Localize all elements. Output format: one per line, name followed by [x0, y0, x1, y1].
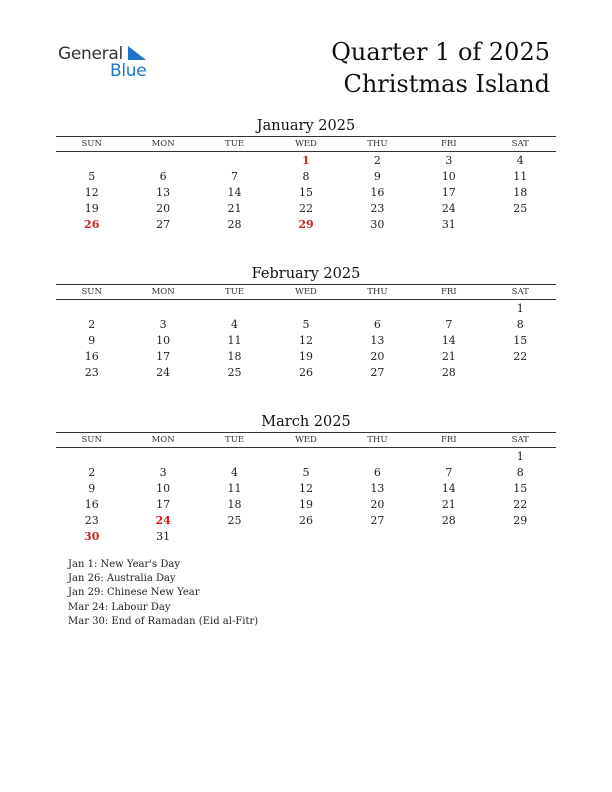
- holiday-day-cell: 30: [84, 529, 100, 543]
- day-cell: 7: [445, 465, 453, 479]
- week-row: [56, 496, 556, 512]
- day-cell: 9: [373, 169, 381, 183]
- weekday-header: [56, 284, 556, 300]
- day-cell: 22: [298, 201, 313, 215]
- day-cell: 2: [88, 465, 96, 479]
- day-cell: 2: [88, 317, 96, 331]
- day-cell: 11: [227, 481, 242, 495]
- day-cell: 4: [516, 153, 524, 167]
- week-row: [56, 168, 556, 184]
- day-cell: 23: [84, 513, 99, 527]
- day-cell: 14: [441, 481, 456, 495]
- weekday-label: MON: [151, 139, 175, 149]
- day-cell: 25: [513, 201, 528, 215]
- day-cell: 3: [159, 317, 167, 331]
- day-cell: 27: [370, 513, 385, 527]
- logo-blue-text: Blue: [110, 61, 147, 81]
- day-cell: 16: [84, 497, 99, 511]
- logo: [58, 44, 158, 84]
- month-grid: [56, 152, 556, 232]
- holiday-entry: Jan 26: Australia Day: [68, 573, 176, 585]
- holiday-entry: Mar 30: End of Ramadan (Eid al-Fitr): [68, 615, 259, 627]
- month-grid: [56, 448, 556, 544]
- day-cell: 6: [373, 465, 381, 479]
- weekday-label: WED: [295, 435, 317, 445]
- week-row: [56, 528, 556, 544]
- day-cell: 27: [370, 365, 385, 379]
- week-row: [56, 152, 556, 168]
- day-cell: 5: [302, 465, 310, 479]
- weekday-label: WED: [295, 287, 317, 297]
- day-cell: 17: [156, 497, 171, 511]
- day-cell: 19: [298, 349, 313, 363]
- weekday-header: [56, 432, 556, 448]
- day-cell: 12: [84, 185, 99, 199]
- weekday-label: FRI: [440, 139, 457, 149]
- day-cell: 23: [84, 365, 99, 379]
- day-cell: 24: [441, 201, 456, 215]
- day-cell: 4: [231, 465, 239, 479]
- holiday-entry: Jan 1: New Year's Day: [68, 559, 180, 570]
- day-cell: 8: [516, 465, 524, 479]
- day-cell: 12: [298, 333, 313, 347]
- day-cell: 24: [156, 365, 171, 379]
- day-cell: 3: [445, 153, 453, 167]
- day-cell: 14: [441, 333, 456, 347]
- day-cell: 20: [370, 497, 385, 511]
- day-cell: 8: [302, 169, 310, 183]
- logo-general-text: General: [58, 44, 123, 64]
- week-row: [56, 464, 556, 480]
- week-row: [56, 448, 556, 464]
- day-cell: 1: [516, 449, 524, 463]
- day-cell: 12: [298, 481, 313, 495]
- day-cell: 25: [227, 513, 242, 527]
- title-quarter: Quarter 1 of 2025: [331, 38, 550, 66]
- holiday-day-cell: 29: [298, 217, 314, 231]
- day-cell: 5: [302, 317, 310, 331]
- week-row: [56, 512, 556, 528]
- day-cell: 1: [516, 301, 524, 315]
- day-cell: 3: [159, 465, 167, 479]
- day-cell: 6: [373, 317, 381, 331]
- week-row: [56, 200, 556, 216]
- holiday-day-cell: 26: [84, 217, 100, 231]
- day-cell: 17: [441, 185, 456, 199]
- day-cell: 8: [516, 317, 524, 331]
- weekday-label: MON: [151, 287, 175, 297]
- day-cell: 9: [88, 481, 96, 495]
- week-row: [56, 300, 556, 316]
- day-cell: 25: [227, 365, 242, 379]
- weekday-label: MON: [151, 435, 175, 445]
- week-row: [56, 184, 556, 200]
- weekday-label: TUE: [225, 287, 245, 297]
- day-cell: 13: [370, 481, 385, 495]
- day-cell: 9: [88, 333, 96, 347]
- holiday-entry: Mar 24: Labour Day: [68, 601, 171, 613]
- title-region: Christmas Island: [343, 70, 550, 98]
- month-february: [56, 264, 556, 380]
- day-cell: 11: [513, 169, 528, 183]
- day-cell: 4: [231, 317, 239, 331]
- weekday-label: FRI: [440, 435, 457, 445]
- day-cell: 15: [513, 481, 528, 495]
- month-title: March 2025: [261, 414, 351, 430]
- day-cell: 26: [298, 365, 313, 379]
- day-cell: 18: [227, 349, 242, 363]
- holiday-list: [68, 558, 258, 629]
- weekday-label: THU: [367, 287, 388, 297]
- day-cell: 30: [370, 217, 385, 231]
- day-cell: 5: [88, 169, 96, 183]
- weekday-label: SAT: [511, 435, 529, 445]
- weekday-label: TUE: [225, 435, 245, 445]
- weekday-label: SUN: [81, 435, 102, 445]
- day-cell: 19: [298, 497, 313, 511]
- weekday-label: WED: [295, 139, 317, 149]
- day-cell: 6: [159, 169, 167, 183]
- day-cell: 21: [441, 497, 456, 511]
- day-cell: 28: [227, 217, 242, 231]
- week-row: [56, 364, 556, 380]
- day-cell: 28: [441, 365, 456, 379]
- day-cell: 10: [156, 481, 171, 495]
- page-title: [331, 36, 550, 100]
- day-cell: 7: [231, 169, 239, 183]
- day-cell: 23: [370, 201, 385, 215]
- day-cell: 13: [156, 185, 171, 199]
- weekday-label: SUN: [81, 139, 102, 149]
- day-cell: 21: [227, 201, 242, 215]
- month-march: [56, 412, 556, 544]
- day-cell: 21: [441, 349, 456, 363]
- day-cell: 27: [156, 217, 171, 231]
- day-cell: 10: [156, 333, 171, 347]
- weekday-label: SAT: [511, 139, 529, 149]
- day-cell: 16: [370, 185, 385, 199]
- weekday-label: SAT: [511, 287, 529, 297]
- holiday-entry: Jan 29: Chinese New Year: [68, 587, 200, 599]
- week-row: [56, 480, 556, 496]
- day-cell: 15: [513, 333, 528, 347]
- day-cell: 16: [84, 349, 99, 363]
- day-cell: 13: [370, 333, 385, 347]
- logo-triangle-icon: [124, 46, 146, 60]
- day-cell: 2: [373, 153, 381, 167]
- day-cell: 26: [298, 513, 313, 527]
- day-cell: 31: [441, 217, 456, 231]
- day-cell: 29: [513, 513, 528, 527]
- weekday-label: THU: [367, 435, 388, 445]
- weekday-label: THU: [367, 139, 388, 149]
- holiday-day-cell: 1: [302, 153, 310, 167]
- week-row: [56, 332, 556, 348]
- day-cell: 19: [84, 201, 99, 215]
- weekday-label: TUE: [225, 139, 245, 149]
- day-cell: 15: [298, 185, 313, 199]
- day-cell: 18: [227, 497, 242, 511]
- day-cell: 31: [156, 529, 171, 543]
- day-cell: 28: [441, 513, 456, 527]
- day-cell: 22: [513, 497, 528, 511]
- day-cell: 18: [513, 185, 528, 199]
- day-cell: 11: [227, 333, 242, 347]
- week-row: [56, 216, 556, 232]
- holiday-day-cell: 24: [155, 513, 171, 527]
- day-cell: 22: [513, 349, 528, 363]
- day-cell: 20: [156, 201, 171, 215]
- week-row: [56, 348, 556, 364]
- month-title: February 2025: [251, 266, 361, 282]
- day-cell: 17: [156, 349, 171, 363]
- day-cell: 7: [445, 317, 453, 331]
- month-title: January 2025: [256, 118, 356, 134]
- day-cell: 14: [227, 185, 242, 199]
- day-cell: 20: [370, 349, 385, 363]
- day-cell: 10: [441, 169, 456, 183]
- weekday-label: FRI: [440, 287, 457, 297]
- month-january: [56, 116, 556, 232]
- month-grid: [56, 300, 556, 380]
- weekday-header: [56, 136, 556, 152]
- week-row: [56, 316, 556, 332]
- weekday-label: SUN: [81, 287, 102, 297]
